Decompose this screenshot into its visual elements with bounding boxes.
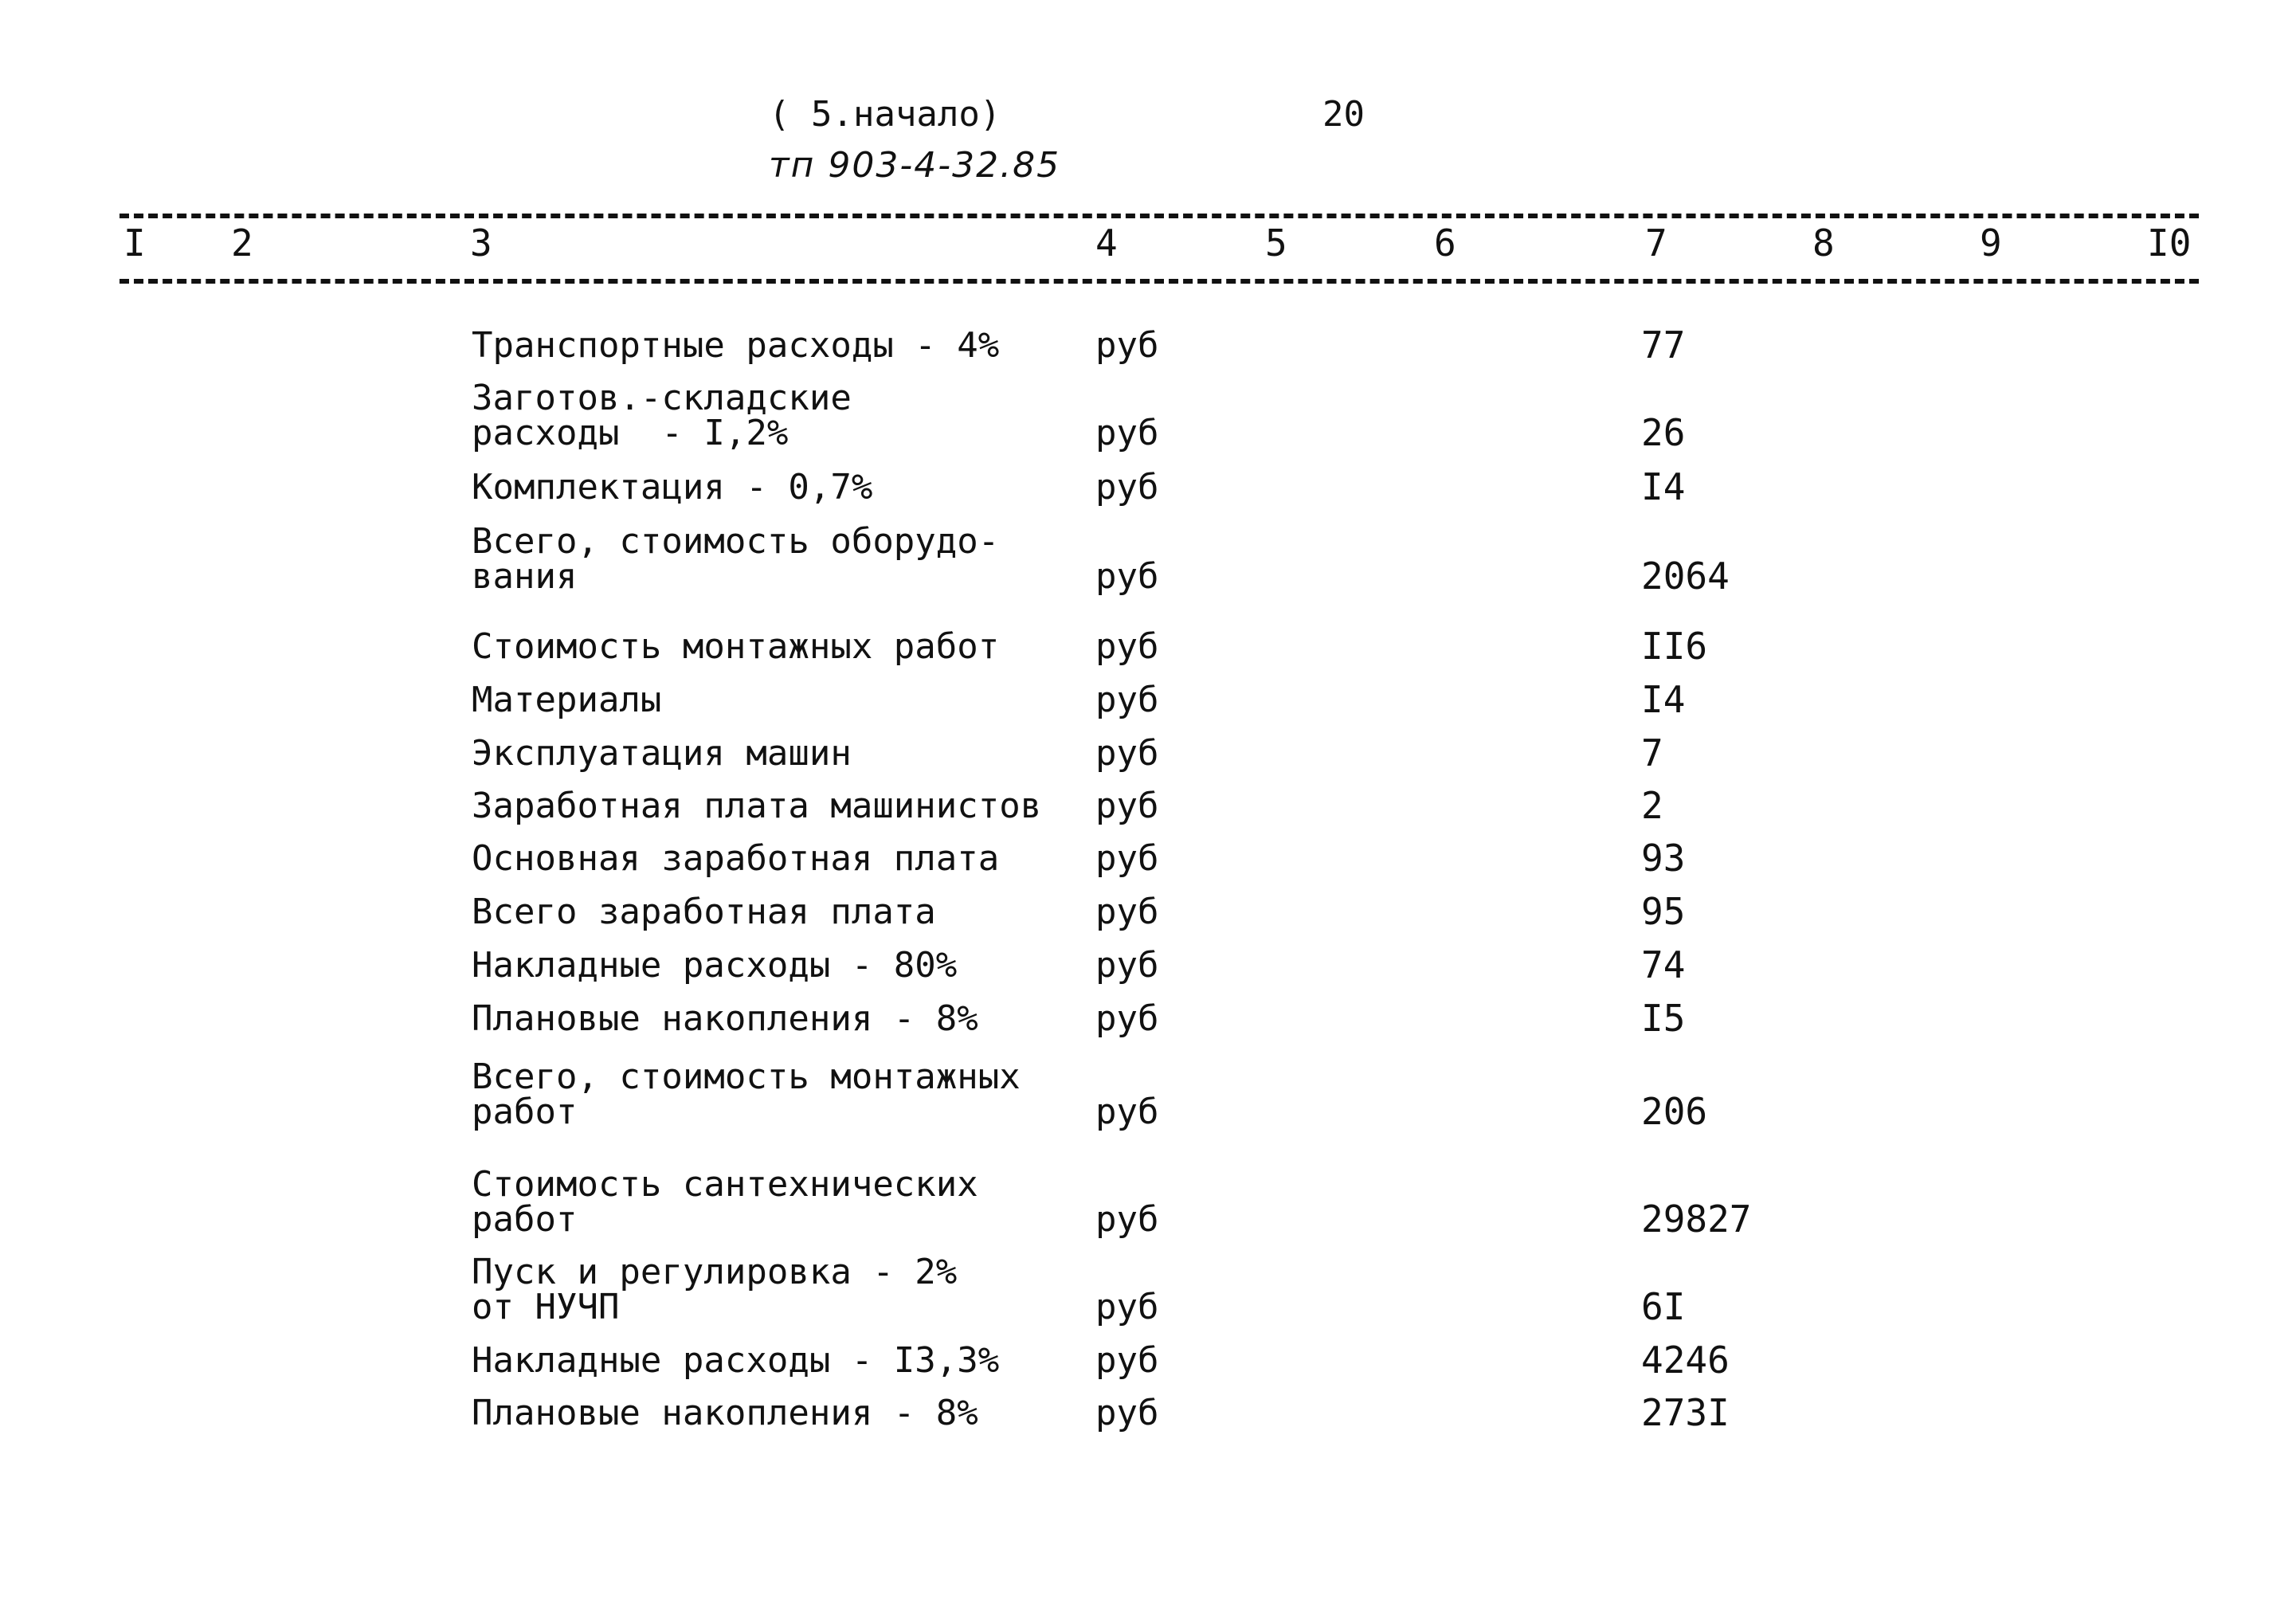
row-label: Накладные расходы - 80% [472,945,958,986]
table-row [0,521,2296,598]
table-row [0,465,2296,508]
table-row [0,997,2296,1040]
row-label: Пуск и регулировка - 2% от НУЧП [472,1252,958,1327]
column-number: 4 [1095,221,1118,265]
row-value: 7 [1641,731,1663,774]
table-row [0,731,2296,774]
row-label: Плановые накопления - 8% [472,998,978,1039]
table-row [0,784,2296,827]
row-label: Комплектация - 0,7% [472,467,873,508]
row-value: 74 [1641,943,1686,986]
row-unit: руб [1095,998,1159,1039]
row-label: Стоимость монтажных работ [472,626,1000,667]
row-unit: руб [1095,733,1159,774]
column-number: 3 [470,221,492,265]
table-row [0,625,2296,668]
row-value: 77 [1641,323,1686,367]
row-unit: руб [1095,626,1159,667]
header-rule-bottom [120,279,2199,284]
column-number: 6 [1434,221,1456,265]
row-label: Накладные расходы - I3,3% [472,1340,1000,1381]
row-value: 2064 [1641,555,1730,598]
row-value: 93 [1641,837,1686,880]
table-row [0,837,2296,880]
row-unit: руб [1095,1199,1159,1240]
header-rule-top [120,214,2199,218]
table-row [0,323,2296,367]
row-label: Всего заработная плата [472,892,936,932]
row-unit: руб [1095,1092,1159,1132]
row-label: Стоимость сантехнических работ [472,1164,978,1240]
table-row [0,943,2296,986]
row-unit: руб [1095,467,1159,508]
document-code: тп 903-4-32.85 [769,145,1061,186]
column-number: I [123,221,146,265]
row-value: I5 [1641,997,1686,1040]
row-unit: руб [1095,1287,1159,1327]
table-row [0,678,2296,721]
row-value: 26 [1641,411,1686,454]
column-number: 7 [1645,221,1667,265]
row-value: 6I [1641,1285,1686,1328]
row-unit: руб [1095,413,1159,453]
table-row [0,1339,2296,1382]
row-value: 273I [1641,1391,1730,1434]
row-unit: руб [1095,786,1159,826]
row-unit: руб [1095,945,1159,986]
row-label: Заработная плата машинистов [472,786,1042,826]
row-unit: руб [1095,892,1159,932]
row-label: Транспортные расходы - 4% [472,325,1000,366]
table-row [0,1252,2296,1328]
table-row [0,890,2296,933]
row-label: Заготов.-складские расходы - I,2% [472,378,852,453]
row-unit: руб [1095,556,1159,597]
row-label: Основная заработная плата [472,838,1000,879]
row-unit: руб [1095,680,1159,720]
column-number: 2 [231,221,253,265]
row-label: Плановые накопления - 8% [472,1393,978,1433]
row-value: I4 [1641,678,1686,721]
row-value: 2 [1641,784,1663,827]
table-row [0,1164,2296,1241]
row-unit: руб [1095,1393,1159,1433]
row-unit: руб [1095,1340,1159,1381]
table-row [0,378,2296,454]
row-label: Эксплуатация машин [472,733,852,774]
row-value: II6 [1641,625,1708,668]
row-value: 95 [1641,890,1686,933]
row-value: 4246 [1641,1339,1730,1382]
page-number: 20 [1322,94,1365,135]
column-number: 9 [1980,221,2002,265]
table-row [0,1056,2296,1133]
row-value: 206 [1641,1090,1708,1133]
row-label: Всего, стоимость оборудо- вания [472,521,1000,597]
row-label: Всего, стоимость монтажных работ [472,1056,1021,1132]
row-unit: руб [1095,838,1159,879]
row-unit: руб [1095,325,1159,366]
row-value: 29827 [1641,1198,1752,1241]
table-row [0,1391,2296,1434]
row-value: I4 [1641,465,1686,508]
row-label: Материалы [472,680,662,720]
column-number: I0 [2147,221,2192,265]
column-number: 8 [1812,221,1835,265]
column-number: 5 [1265,221,1287,265]
section-label: ( 5.начало) [769,94,1001,135]
